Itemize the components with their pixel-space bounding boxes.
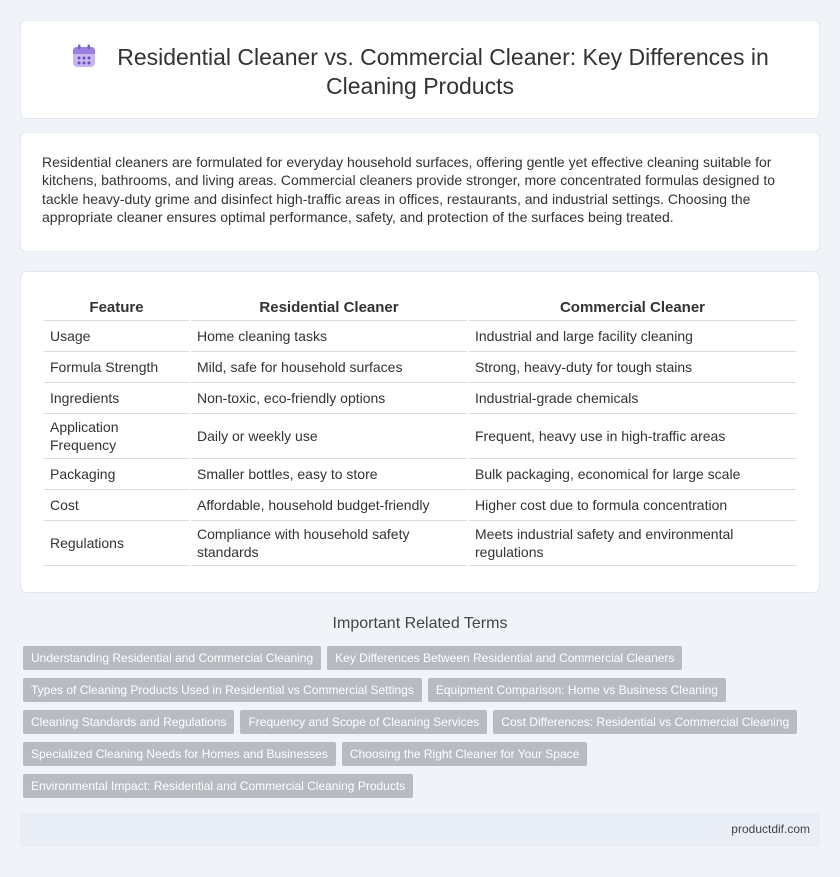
related-tag[interactable]: Key Differences Between Residential and Commercial Cleaners [327,646,682,670]
table-header-row [44,296,796,321]
header-commercial: Commercial Cleaner [469,296,796,321]
table-cell: Packaging [44,459,189,490]
calendar-grid-icon [71,43,97,69]
table-cell: Frequent, heavy use in high-traffic areas [469,414,796,459]
related-tag[interactable]: Frequency and Scope of Cleaning Services [240,710,487,734]
table-row [44,352,796,383]
tag-row [23,678,803,710]
tag-row [23,742,803,774]
table-cell: Ingredients [44,383,189,414]
table-cell: Meets industrial safety and environmental regulations [469,521,796,566]
related-terms-title: Important Related Terms [332,615,508,632]
related-tag[interactable]: Cleaning Standards and Regulations [23,710,234,734]
header-feature: Feature [44,296,189,321]
table-cell: Regulations [44,521,189,566]
table-row [44,490,796,521]
title-wrap [21,43,819,101]
table-row [44,321,796,352]
tag-row [23,710,803,742]
footer [20,813,820,847]
intro-paragraph: Residential cleaners are formulated for everyday household surfaces, offering gentle yet effective cleaning suitable for kitchens, bathrooms, and living areas. Commercial cleaners provide stronger, more concentrated formulas designed to tackle heavy-duty grime and disinfect high-traffic areas in offices, restaurants, and industrial settings. Choosing the appropriate cleaner ensures optimal performance, safety, and protection of the surfaces being treated. [42,154,776,226]
related-tag[interactable]: Specialized Cleaning Needs for Homes and Businesses [23,742,336,766]
table-cell: Home cleaning tasks [191,321,467,352]
title-card [20,20,820,119]
table-cell: Formula Strength [44,352,189,383]
related-tag[interactable]: Choosing the Right Cleaner for Your Space [342,742,587,766]
related-tag[interactable]: Understanding Residential and Commercial Cleaning [23,646,321,670]
table-card [20,271,820,593]
table-row [44,383,796,414]
header-residential: Residential Cleaner [191,296,467,321]
related-tag[interactable]: Environmental Impact: Residential and Commercial Cleaning Products [23,774,413,798]
related-tag[interactable]: Cost Differences: Residential vs Commercial Cleaning [493,710,797,734]
tag-row [23,646,803,678]
table-cell: Bulk packaging, economical for large scale [469,459,796,490]
table-cell: Non-toxic, eco-friendly options [191,383,467,414]
table-cell: Daily or weekly use [191,414,467,459]
table-cell: Affordable, household budget-friendly [191,490,467,521]
table-cell: Industrial-grade chemicals [469,383,796,414]
table-row [44,414,796,459]
table-cell: Smaller bottles, easy to store [191,459,467,490]
table-cell: Mild, safe for household surfaces [191,352,467,383]
related-tags [23,646,803,806]
table-row [44,521,796,566]
table-cell: Cost [44,490,189,521]
comparison-table [42,296,798,566]
related-tag[interactable]: Types of Cleaning Products Used in Residential vs Commercial Settings [23,678,422,702]
intro-card [20,132,820,252]
table-cell: Industrial and large facility cleaning [469,321,796,352]
table-cell: Compliance with household safety standards [191,521,467,566]
related-tag[interactable]: Equipment Comparison: Home vs Business Cleaning [428,678,726,702]
table-cell: Strong, heavy-duty for tough stains [469,352,796,383]
page-title: Residential Cleaner vs. Commercial Cleaner: Key Differences in Cleaning Products [117,44,769,99]
footer-site-link[interactable]: productdif.com [731,822,810,836]
table-cell: Higher cost due to formula concentration [469,490,796,521]
tag-row [23,774,803,806]
table-row [44,459,796,490]
table-cell: Usage [44,321,189,352]
table-cell: Application Frequency [44,414,189,459]
